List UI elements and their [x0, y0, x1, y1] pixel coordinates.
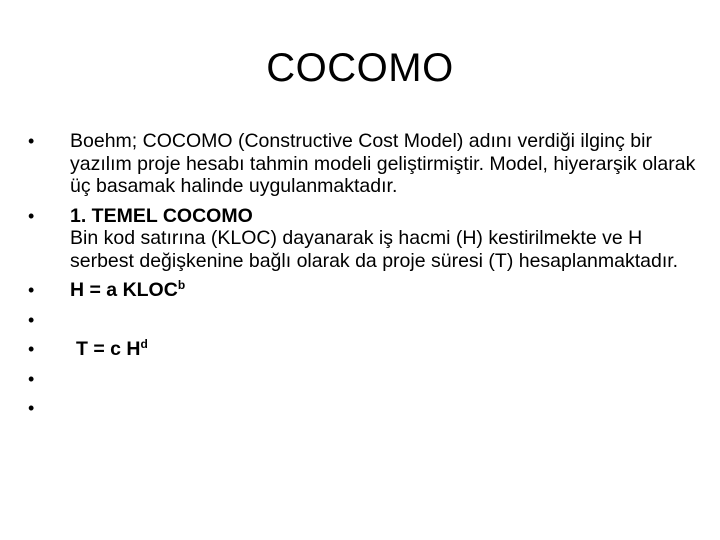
bullet-dot: • [28, 339, 35, 359]
bullet-text: Bin kod satırına (KLOC) dayanarak iş hacmi (H) kestirilmekte ve H serbest değişkenine bağlı olarak da proje süresi (T) hesaplanmaktadır. [70, 227, 679, 272]
slide-title: COCOMO [266, 46, 454, 90]
bullet-dot: • [28, 131, 35, 151]
bullet-item [28, 338, 708, 361]
bullet-item [28, 368, 708, 391]
bullet-dot: • [28, 368, 35, 389]
bullet-list [28, 130, 708, 427]
formula-base: H = a KLOC [70, 279, 178, 301]
bullet-item [28, 130, 708, 198]
formula-exponent: b [177, 278, 186, 292]
formula-exponent: d [140, 337, 148, 351]
bullet-item [28, 279, 708, 302]
formula-base: T = c H [76, 338, 141, 360]
formula-duration [70, 338, 148, 360]
formula-effort [70, 279, 185, 301]
bullet-dot: • [28, 205, 35, 226]
bullet-text: Boehm; COCOMO (Constructive Cost Model) adını verdiği ilginç bir yazılım proje hesabı tahmin modeli geliştirmiştir. Model, hiyerarşik olarak üç basamak halinde uygulanmaktadır. [70, 130, 696, 197]
bullet-item [28, 205, 708, 273]
section-heading: 1. TEMEL COCOMO [70, 204, 253, 227]
bullet-item [28, 309, 708, 332]
bullet-dot: • [28, 398, 35, 418]
bullet-dot: • [28, 309, 35, 330]
bullet-item [28, 397, 708, 420]
bullet-dot: • [28, 280, 35, 300]
